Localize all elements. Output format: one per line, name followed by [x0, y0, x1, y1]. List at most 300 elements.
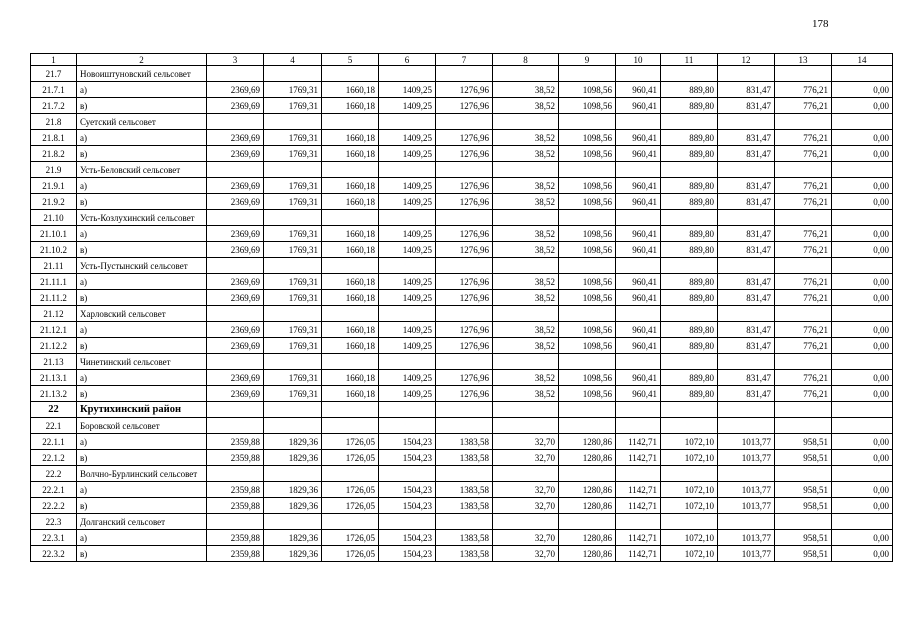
value-cell: 776,21	[775, 242, 832, 258]
value-cell: 2369,69	[207, 194, 264, 210]
section-name: Чинетинский сельсовет	[77, 354, 207, 370]
empty-cell	[616, 66, 661, 82]
section-row	[31, 514, 893, 530]
value-cell: 1660,18	[322, 146, 379, 162]
value-cell: 1769,31	[264, 322, 322, 338]
value-cell: 831,47	[718, 130, 775, 146]
header-cell: 10	[616, 54, 661, 66]
empty-cell	[832, 514, 893, 530]
value-cell: 38,52	[493, 98, 559, 114]
value-cell: 1276,96	[436, 194, 493, 210]
value-cell: 1276,96	[436, 82, 493, 98]
value-cell: 1383,58	[436, 450, 493, 466]
empty-cell	[436, 66, 493, 82]
empty-cell	[718, 466, 775, 482]
header-row	[31, 54, 893, 66]
table-row	[31, 194, 893, 210]
value-cell: 776,21	[775, 322, 832, 338]
value-cell: 776,21	[775, 130, 832, 146]
value-cell: 1769,31	[264, 338, 322, 354]
value-cell: 2369,69	[207, 178, 264, 194]
empty-cell	[616, 402, 661, 418]
value-cell: 1660,18	[322, 386, 379, 402]
value-cell: 0,00	[832, 226, 893, 242]
empty-cell	[718, 514, 775, 530]
value-cell: 831,47	[718, 226, 775, 242]
empty-cell	[616, 114, 661, 130]
table-row	[31, 274, 893, 290]
empty-cell	[264, 418, 322, 434]
value-cell: 38,52	[493, 226, 559, 242]
value-cell: 889,80	[661, 274, 718, 290]
value-cell: 1409,25	[379, 338, 436, 354]
value-cell: 1769,31	[264, 226, 322, 242]
row-label: а)	[77, 130, 207, 146]
value-cell: 960,41	[616, 274, 661, 290]
section-name: Суетский сельсовет	[77, 114, 207, 130]
row-label: а)	[77, 178, 207, 194]
empty-cell	[264, 66, 322, 82]
row-code: 21.7.2	[31, 98, 77, 114]
value-cell: 1276,96	[436, 146, 493, 162]
header-cell: 4	[264, 54, 322, 66]
value-cell: 38,52	[493, 338, 559, 354]
header-cell: 3	[207, 54, 264, 66]
value-cell: 960,41	[616, 290, 661, 306]
value-cell: 776,21	[775, 274, 832, 290]
value-cell: 1276,96	[436, 274, 493, 290]
value-cell: 0,00	[832, 290, 893, 306]
empty-cell	[264, 162, 322, 178]
value-cell: 1142,71	[616, 530, 661, 546]
value-cell: 831,47	[718, 242, 775, 258]
empty-cell	[264, 114, 322, 130]
header-cell: 8	[493, 54, 559, 66]
row-code: 21.7.1	[31, 82, 77, 98]
empty-cell	[718, 354, 775, 370]
empty-cell	[379, 354, 436, 370]
value-cell: 1504,23	[379, 482, 436, 498]
row-code: 21.10.1	[31, 226, 77, 242]
value-cell: 1276,96	[436, 290, 493, 306]
empty-cell	[718, 258, 775, 274]
value-cell: 2369,69	[207, 338, 264, 354]
empty-cell	[832, 162, 893, 178]
empty-cell	[207, 162, 264, 178]
value-cell: 1142,71	[616, 498, 661, 514]
empty-cell	[775, 258, 832, 274]
empty-cell	[616, 418, 661, 434]
row-code: 21.8.1	[31, 130, 77, 146]
tariff-table	[30, 53, 893, 562]
empty-cell	[379, 466, 436, 482]
empty-cell	[436, 466, 493, 482]
empty-cell	[207, 114, 264, 130]
value-cell: 958,51	[775, 498, 832, 514]
value-cell: 1409,25	[379, 98, 436, 114]
value-cell: 1383,58	[436, 530, 493, 546]
row-code: 22.1	[31, 418, 77, 434]
empty-cell	[718, 210, 775, 226]
row-code: 22	[31, 402, 77, 418]
table-row	[31, 130, 893, 146]
value-cell: 1098,56	[559, 178, 616, 194]
value-cell: 1769,31	[264, 242, 322, 258]
empty-cell	[207, 306, 264, 322]
value-cell: 960,41	[616, 82, 661, 98]
value-cell: 1660,18	[322, 290, 379, 306]
value-cell: 1280,86	[559, 434, 616, 450]
value-cell: 1013,77	[718, 450, 775, 466]
value-cell: 889,80	[661, 130, 718, 146]
empty-cell	[661, 514, 718, 530]
value-cell: 1769,31	[264, 82, 322, 98]
value-cell: 831,47	[718, 82, 775, 98]
value-cell: 1660,18	[322, 322, 379, 338]
value-cell: 958,51	[775, 450, 832, 466]
value-cell: 831,47	[718, 194, 775, 210]
value-cell: 1409,25	[379, 386, 436, 402]
value-cell: 1726,05	[322, 546, 379, 562]
value-cell: 1769,31	[264, 130, 322, 146]
value-cell: 1142,71	[616, 450, 661, 466]
empty-cell	[436, 418, 493, 434]
row-code: 22.2.1	[31, 482, 77, 498]
value-cell: 1504,23	[379, 546, 436, 562]
row-label: в)	[77, 194, 207, 210]
section-name: Усть-Беловский сельсовет	[77, 162, 207, 178]
header-cell: 1	[31, 54, 77, 66]
row-label: в)	[77, 546, 207, 562]
value-cell: 0,00	[832, 498, 893, 514]
value-cell: 1409,25	[379, 226, 436, 242]
empty-cell	[832, 66, 893, 82]
row-code: 21.12	[31, 306, 77, 322]
empty-cell	[493, 66, 559, 82]
value-cell: 889,80	[661, 338, 718, 354]
value-cell: 1098,56	[559, 386, 616, 402]
empty-cell	[718, 418, 775, 434]
empty-cell	[559, 114, 616, 130]
value-cell: 958,51	[775, 530, 832, 546]
value-cell: 1660,18	[322, 370, 379, 386]
row-code: 21.8	[31, 114, 77, 130]
value-cell: 38,52	[493, 194, 559, 210]
row-code: 22.3	[31, 514, 77, 530]
empty-cell	[493, 514, 559, 530]
header-cell: 12	[718, 54, 775, 66]
value-cell: 1276,96	[436, 242, 493, 258]
value-cell: 960,41	[616, 194, 661, 210]
value-cell: 960,41	[616, 386, 661, 402]
value-cell: 1276,96	[436, 130, 493, 146]
value-cell: 32,70	[493, 546, 559, 562]
value-cell: 38,52	[493, 290, 559, 306]
value-cell: 831,47	[718, 338, 775, 354]
value-cell: 889,80	[661, 370, 718, 386]
value-cell: 1072,10	[661, 530, 718, 546]
value-cell: 1660,18	[322, 194, 379, 210]
value-cell: 1660,18	[322, 338, 379, 354]
section-row	[31, 258, 893, 274]
value-cell: 1383,58	[436, 546, 493, 562]
value-cell: 960,41	[616, 98, 661, 114]
row-label: а)	[77, 322, 207, 338]
empty-cell	[379, 306, 436, 322]
section-row	[31, 418, 893, 434]
value-cell: 831,47	[718, 370, 775, 386]
value-cell: 2369,69	[207, 322, 264, 338]
row-label: в)	[77, 386, 207, 402]
value-cell: 1276,96	[436, 98, 493, 114]
district-name: Крутихинский район	[77, 402, 207, 418]
table-row	[31, 498, 893, 514]
value-cell: 1726,05	[322, 530, 379, 546]
value-cell: 0,00	[832, 194, 893, 210]
value-cell: 1383,58	[436, 482, 493, 498]
empty-cell	[661, 306, 718, 322]
value-cell: 831,47	[718, 98, 775, 114]
value-cell: 1142,71	[616, 482, 661, 498]
value-cell: 776,21	[775, 386, 832, 402]
value-cell: 2359,88	[207, 434, 264, 450]
value-cell: 0,00	[832, 482, 893, 498]
table-row	[31, 530, 893, 546]
value-cell: 1098,56	[559, 322, 616, 338]
value-cell: 776,21	[775, 146, 832, 162]
empty-cell	[379, 66, 436, 82]
value-cell: 776,21	[775, 226, 832, 242]
value-cell: 2369,69	[207, 98, 264, 114]
value-cell: 1409,25	[379, 290, 436, 306]
table-row	[31, 450, 893, 466]
value-cell: 1013,77	[718, 434, 775, 450]
empty-cell	[775, 114, 832, 130]
value-cell: 1829,36	[264, 498, 322, 514]
section-name: Новоиштуновский сельсовет	[77, 66, 207, 82]
empty-cell	[322, 162, 379, 178]
section-row	[31, 466, 893, 482]
empty-cell	[207, 210, 264, 226]
value-cell: 1660,18	[322, 130, 379, 146]
value-cell: 1829,36	[264, 546, 322, 562]
empty-cell	[493, 306, 559, 322]
row-code: 22.1.1	[31, 434, 77, 450]
empty-cell	[322, 514, 379, 530]
value-cell: 1072,10	[661, 482, 718, 498]
header-cell: 9	[559, 54, 616, 66]
value-cell: 1276,96	[436, 178, 493, 194]
row-code: 21.12.1	[31, 322, 77, 338]
value-cell: 776,21	[775, 370, 832, 386]
empty-cell	[493, 162, 559, 178]
table-row	[31, 546, 893, 562]
row-label: в)	[77, 98, 207, 114]
value-cell: 32,70	[493, 434, 559, 450]
empty-cell	[832, 114, 893, 130]
value-cell: 960,41	[616, 370, 661, 386]
value-cell: 32,70	[493, 530, 559, 546]
empty-cell	[661, 354, 718, 370]
empty-cell	[661, 66, 718, 82]
empty-cell	[832, 402, 893, 418]
value-cell: 1769,31	[264, 290, 322, 306]
value-cell: 1098,56	[559, 290, 616, 306]
value-cell: 1409,25	[379, 146, 436, 162]
empty-cell	[379, 210, 436, 226]
value-cell: 1142,71	[616, 546, 661, 562]
value-cell: 1769,31	[264, 194, 322, 210]
section-name: Харловский сельсовет	[77, 306, 207, 322]
value-cell: 958,51	[775, 434, 832, 450]
value-cell: 1142,71	[616, 434, 661, 450]
header-cell: 6	[379, 54, 436, 66]
value-cell: 1280,86	[559, 482, 616, 498]
value-cell: 960,41	[616, 338, 661, 354]
value-cell: 889,80	[661, 82, 718, 98]
empty-cell	[264, 402, 322, 418]
table-row	[31, 226, 893, 242]
section-name: Усть-Козлухинский сельсовет	[77, 210, 207, 226]
value-cell: 776,21	[775, 82, 832, 98]
row-code: 22.2.2	[31, 498, 77, 514]
value-cell: 2369,69	[207, 226, 264, 242]
district-row	[31, 402, 893, 418]
value-cell: 831,47	[718, 178, 775, 194]
value-cell: 1409,25	[379, 130, 436, 146]
row-code: 21.12.2	[31, 338, 77, 354]
empty-cell	[718, 402, 775, 418]
value-cell: 958,51	[775, 482, 832, 498]
empty-cell	[718, 66, 775, 82]
value-cell: 889,80	[661, 322, 718, 338]
empty-cell	[436, 258, 493, 274]
value-cell: 889,80	[661, 386, 718, 402]
empty-cell	[832, 466, 893, 482]
value-cell: 0,00	[832, 274, 893, 290]
empty-cell	[493, 466, 559, 482]
table-row	[31, 242, 893, 258]
row-label: в)	[77, 498, 207, 514]
row-code: 21.9.1	[31, 178, 77, 194]
value-cell: 1769,31	[264, 146, 322, 162]
value-cell: 776,21	[775, 178, 832, 194]
value-cell: 2359,88	[207, 530, 264, 546]
value-cell: 0,00	[832, 546, 893, 562]
value-cell: 776,21	[775, 98, 832, 114]
empty-cell	[322, 466, 379, 482]
header-cell: 13	[775, 54, 832, 66]
value-cell: 1660,18	[322, 178, 379, 194]
empty-cell	[661, 114, 718, 130]
value-cell: 1098,56	[559, 98, 616, 114]
empty-cell	[775, 418, 832, 434]
value-cell: 960,41	[616, 322, 661, 338]
section-row	[31, 354, 893, 370]
value-cell: 1769,31	[264, 386, 322, 402]
header-cell: 11	[661, 54, 718, 66]
value-cell: 1383,58	[436, 434, 493, 450]
empty-cell	[264, 258, 322, 274]
empty-cell	[559, 466, 616, 482]
value-cell: 1098,56	[559, 226, 616, 242]
value-cell: 1769,31	[264, 370, 322, 386]
value-cell: 1829,36	[264, 450, 322, 466]
value-cell: 2369,69	[207, 146, 264, 162]
table-row	[31, 146, 893, 162]
table-row	[31, 290, 893, 306]
value-cell: 0,00	[832, 130, 893, 146]
value-cell: 831,47	[718, 386, 775, 402]
row-code: 22.2	[31, 466, 77, 482]
value-cell: 1660,18	[322, 82, 379, 98]
row-label: в)	[77, 338, 207, 354]
empty-cell	[436, 210, 493, 226]
empty-cell	[559, 66, 616, 82]
value-cell: 1769,31	[264, 178, 322, 194]
value-cell: 1098,56	[559, 370, 616, 386]
empty-cell	[207, 258, 264, 274]
value-cell: 1660,18	[322, 242, 379, 258]
row-code: 22.3.2	[31, 546, 77, 562]
header-cell: 7	[436, 54, 493, 66]
empty-cell	[322, 354, 379, 370]
value-cell: 32,70	[493, 450, 559, 466]
table-row	[31, 82, 893, 98]
row-code: 21.13	[31, 354, 77, 370]
table-row	[31, 434, 893, 450]
value-cell: 1504,23	[379, 530, 436, 546]
empty-cell	[559, 354, 616, 370]
empty-cell	[436, 162, 493, 178]
empty-cell	[207, 402, 264, 418]
value-cell: 38,52	[493, 322, 559, 338]
empty-cell	[718, 162, 775, 178]
empty-cell	[775, 466, 832, 482]
value-cell: 831,47	[718, 274, 775, 290]
value-cell: 0,00	[832, 450, 893, 466]
empty-cell	[775, 402, 832, 418]
empty-cell	[832, 258, 893, 274]
value-cell: 38,52	[493, 386, 559, 402]
empty-cell	[436, 354, 493, 370]
empty-cell	[559, 210, 616, 226]
value-cell: 0,00	[832, 178, 893, 194]
empty-cell	[207, 466, 264, 482]
empty-cell	[559, 162, 616, 178]
value-cell: 1280,86	[559, 546, 616, 562]
value-cell: 1726,05	[322, 498, 379, 514]
value-cell: 2369,69	[207, 290, 264, 306]
row-label: в)	[77, 242, 207, 258]
empty-cell	[661, 162, 718, 178]
value-cell: 0,00	[832, 322, 893, 338]
section-row	[31, 66, 893, 82]
section-name: Боровской сельсовет	[77, 418, 207, 434]
value-cell: 2369,69	[207, 274, 264, 290]
empty-cell	[832, 418, 893, 434]
value-cell: 1829,36	[264, 530, 322, 546]
value-cell: 889,80	[661, 290, 718, 306]
value-cell: 1280,86	[559, 498, 616, 514]
value-cell: 1276,96	[436, 370, 493, 386]
empty-cell	[661, 402, 718, 418]
value-cell: 889,80	[661, 226, 718, 242]
value-cell: 1098,56	[559, 130, 616, 146]
value-cell: 1098,56	[559, 146, 616, 162]
value-cell: 0,00	[832, 370, 893, 386]
empty-cell	[493, 210, 559, 226]
